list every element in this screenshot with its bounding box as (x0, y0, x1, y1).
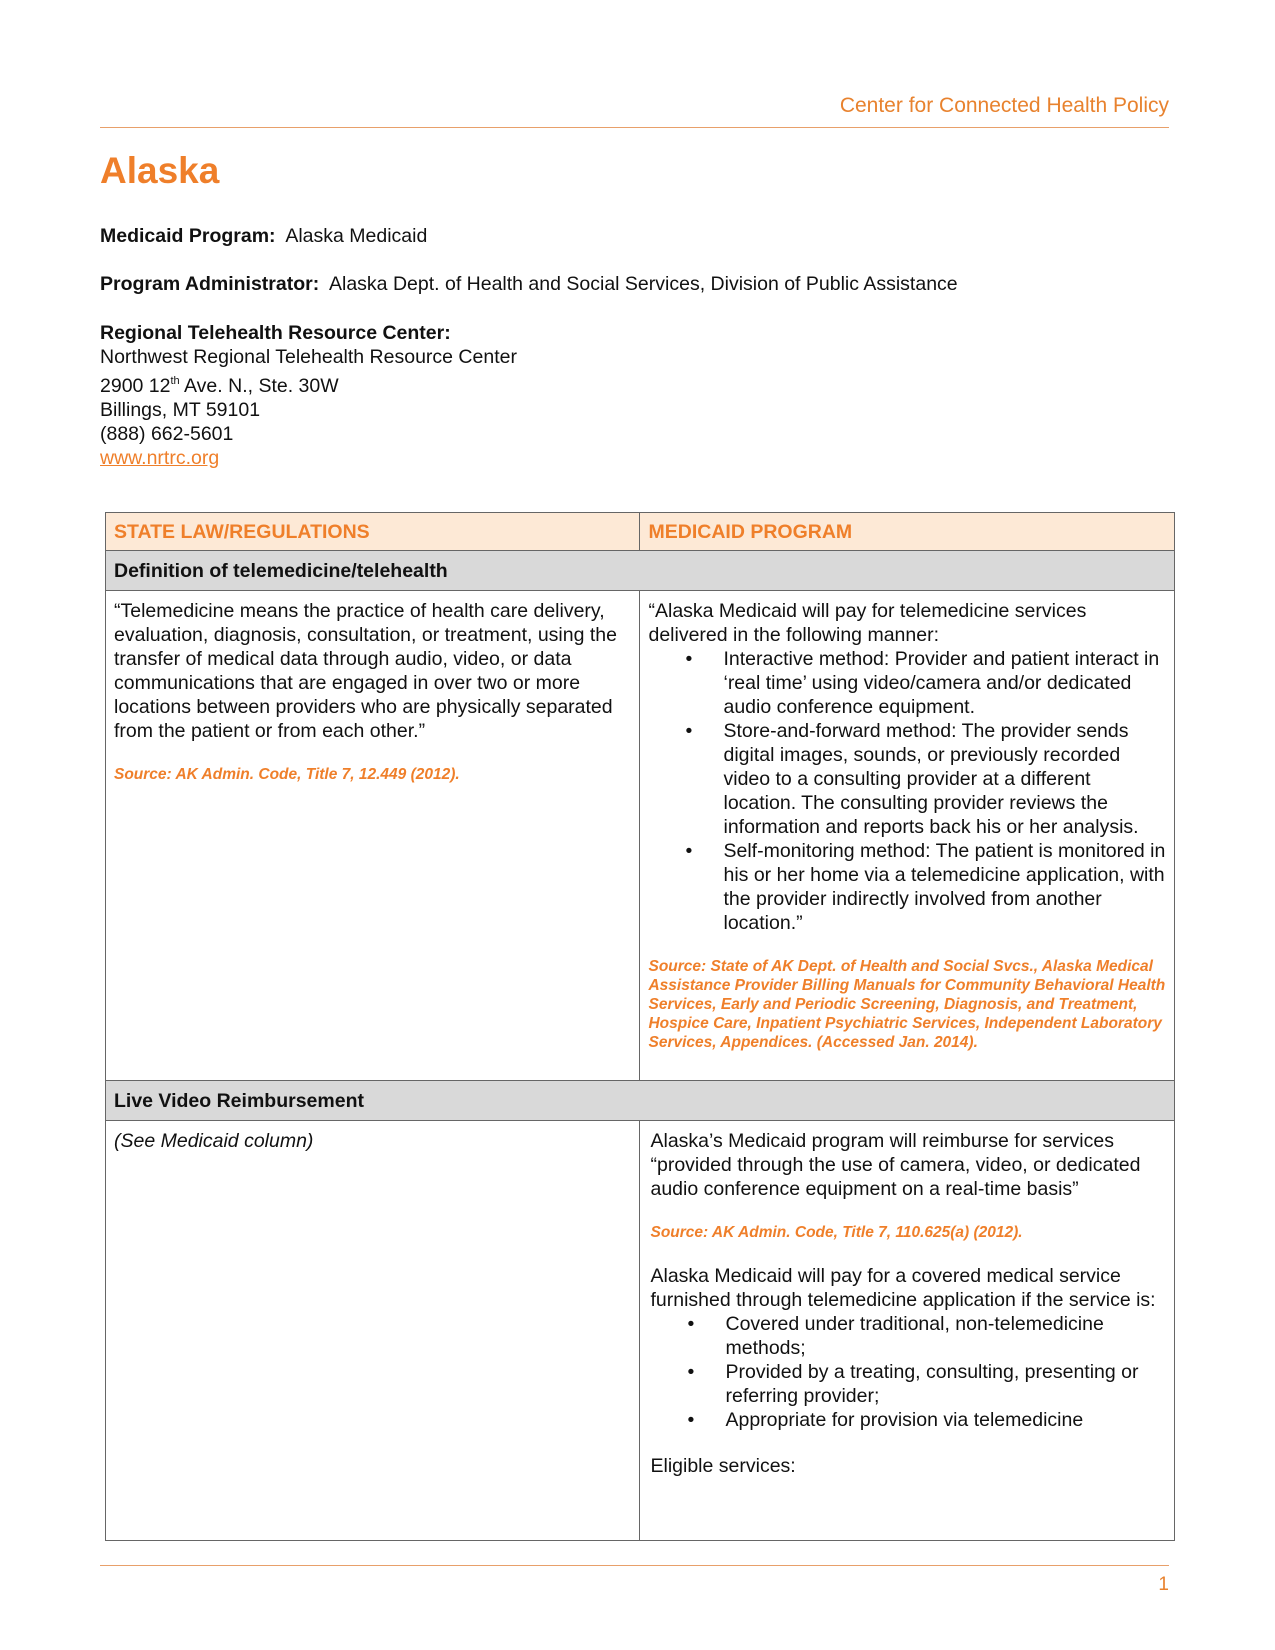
medicaid-intro: “Alaska Medicaid will pay for telemedicine services delivered in the following manner: (648, 600, 1087, 646)
delivery-methods-list (648, 647, 1166, 935)
medicaid-paragraph: Alaska Medicaid will pay for a covered medical service furnished through telemedicine application if the service is: (650, 1265, 1156, 1311)
page-title: Alaska (100, 150, 220, 191)
rtrc-address-number: 2900 12 (100, 375, 171, 397)
source-citation: Source: AK Admin. Code, Title 7, 12.449 (2012). (114, 766, 460, 783)
rtrc-address-suffix: th (170, 375, 180, 387)
state-law-cell (106, 591, 640, 1081)
rtrc-name: Northwest Regional Telehealth Resource Center (100, 346, 517, 368)
program-administrator-field (100, 273, 958, 296)
list-item: • Appropriate for provision via telemedicine (725, 1408, 1166, 1432)
source-citation: Source: State of AK Dept. of Health and Social Svcs., Alaska Medical Assistance Provider Billing Manuals for Community Behavioral Health Services, Early and Periodic Screening, Diagnosis, and Treatment, Hospice Care, Inpatient Psychiatric Services, Independent Laboratory Services, Appendices. (Accessed Jan. 2014). (648, 958, 1166, 1051)
section-title-live-video: Live Video Reimbursement (106, 1081, 1175, 1121)
rtrc-block (100, 321, 517, 470)
state-law-cell (106, 1121, 640, 1541)
list-item: • Interactive method: Provider and patient interact in ‘real time’ using video/camera and/or dedicated audio conference equipment. (723, 647, 1166, 719)
medicaid-cell (640, 1121, 1175, 1541)
program-administrator-value: Alaska Dept. of Health and Social Services, Division of Public Assistance (329, 273, 958, 295)
header-organization: Center for Connected Health Policy (839, 94, 1169, 117)
table-row (106, 1121, 1175, 1541)
header-divider (100, 127, 1169, 128)
medicaid-program-field (100, 225, 427, 248)
list-item: • Provided by a treating, consulting, presenting or referring provider; (725, 1360, 1166, 1408)
column-header-medicaid: MEDICAID PROGRAM (640, 513, 1175, 551)
medicaid-program-value: Alaska Medicaid (285, 225, 428, 247)
eligibility-conditions-list (650, 1312, 1166, 1432)
rtrc-city: Billings, MT 59101 (100, 399, 261, 421)
medicaid-program-label: Medicaid Program: (100, 225, 276, 247)
list-item: • Self-monitoring method: The patient is monitored in his or her home via a telemedicine application, with the provider indirectly involved from another location.” (723, 839, 1166, 935)
list-item: • Store-and-forward method: The provider sends digital images, sounds, or previously recorded video to a consulting provider at a different location. The consulting provider reviews the information and reports back his or her analysis. (723, 719, 1166, 839)
footer-divider (100, 1565, 1169, 1566)
medicaid-paragraph: Alaska’s Medicaid program will reimburse for services “provided through the use of camera, video, or dedicated audio conference equipment on a real-time basis” (650, 1130, 1141, 1200)
rtrc-address (100, 369, 517, 398)
source-citation: Source: AK Admin. Code, Title 7, 110.625(a) (2012). (650, 1224, 1023, 1241)
medicaid-cell (640, 591, 1175, 1081)
table-row (106, 591, 1175, 1081)
section-header-row (106, 1081, 1175, 1121)
definition-text: “Telemedicine means the practice of health care delivery, evaluation, diagnosis, consultation, or treatment, using the transfer of medical data through audio, video, or data communications that are engaged in over two or more locations between providers who are physically separated from the patient or from each other.” (114, 600, 617, 742)
rtrc-label: Regional Telehealth Resource Center: (100, 322, 451, 344)
rtrc-website-link[interactable]: www.nrtrc.org (100, 447, 220, 469)
page-number: 1 (1158, 1574, 1169, 1595)
rtrc-phone: (888) 662-5601 (100, 423, 234, 445)
column-header-row (106, 513, 1175, 551)
see-medicaid-note: (See Medicaid column) (114, 1130, 314, 1152)
section-header-row (106, 551, 1175, 591)
policy-table (105, 512, 1175, 1541)
eligible-services-label: Eligible services: (650, 1455, 796, 1477)
section-title-definition: Definition of telemedicine/telehealth (106, 551, 1175, 591)
column-header-state-law: STATE LAW/REGULATIONS (106, 513, 640, 551)
list-item: • Covered under traditional, non-telemedicine methods; (725, 1312, 1166, 1360)
rtrc-address-rest: Ave. N., Ste. 30W (179, 375, 339, 397)
program-administrator-label: Program Administrator: (100, 273, 320, 295)
